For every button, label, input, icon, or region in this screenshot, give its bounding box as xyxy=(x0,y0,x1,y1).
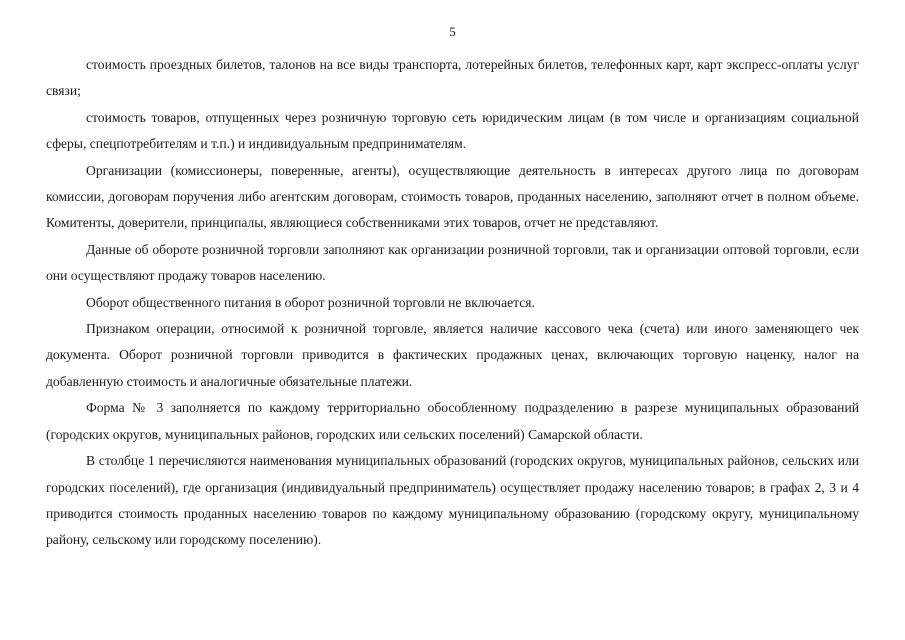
page-number: 5 xyxy=(449,24,456,39)
paragraph-commission-agents: Организации (комиссионеры, поверенные, агенты), осуществляющие деятельность в интересах другого лица по договорам комиссии, договорам поручения либо агентским договорам, стоимость товаров, проданных населению, заполняют отчет в полном объеме. Комитенты, доверители, принципалы, являющиеся собственниками этих товаров, отчет не представляют. xyxy=(46,162,859,231)
paragraph-retail-turnover-data: Данные об обороте розничной торговли заполняют как организации розничной торговли, так и организации оптовой торговли, если они осуществляют продажу товаров населению. xyxy=(46,241,859,284)
document-body xyxy=(46,52,859,554)
paragraph-transport-tickets: стоимость проездных билетов, талонов на все виды транспорта, лотерейных билетов, телефонных карт, карт экспресс-оплаты услуг связи; xyxy=(46,57,859,99)
paragraph-cash-receipt-sign: Признаком операции, относимой к розничной торговле, является наличие кассового чека (счета) или иного заменяющего чек документа. Оборот розничной торговли приводится в фактических продажных ценах, включающих торговую наценку, налог на добавленную стоимость и аналогичные обязательные платежи. xyxy=(46,321,859,389)
paragraph-catering-exclusion: Оборот общественного питания в оборот розничной торговли не включается. xyxy=(86,294,535,310)
paragraph-form-3: Форма № 3 заполняется по каждому территориально обособленному подразделению в разрезе муниципальных образований (городских округов, муниципальных районов, городских или сельских поселений) Самарской области. xyxy=(46,400,859,442)
paragraph-column-1: В столбце 1 перечисляются наименования муниципальных образований (городских округов, муниципальных районов, сельских или городских поселений), где организация (индивидуальный предприниматель) осуществляет продажу населению товаров; в графах 2, 3 и 4 приводится стоимость проданных населению товаров по каждому муниципальному образованию (городскому округу, муниципальному району, сельскому или городскому поселению). xyxy=(46,453,859,548)
paragraph-legal-entities-sales: стоимость товаров, отпущенных через розничную торговую сеть юридическим лицам (в том числе и организациям социальной сферы, спецпотребителям и т.п.) и индивидуальным предпринимателям. xyxy=(46,109,859,152)
